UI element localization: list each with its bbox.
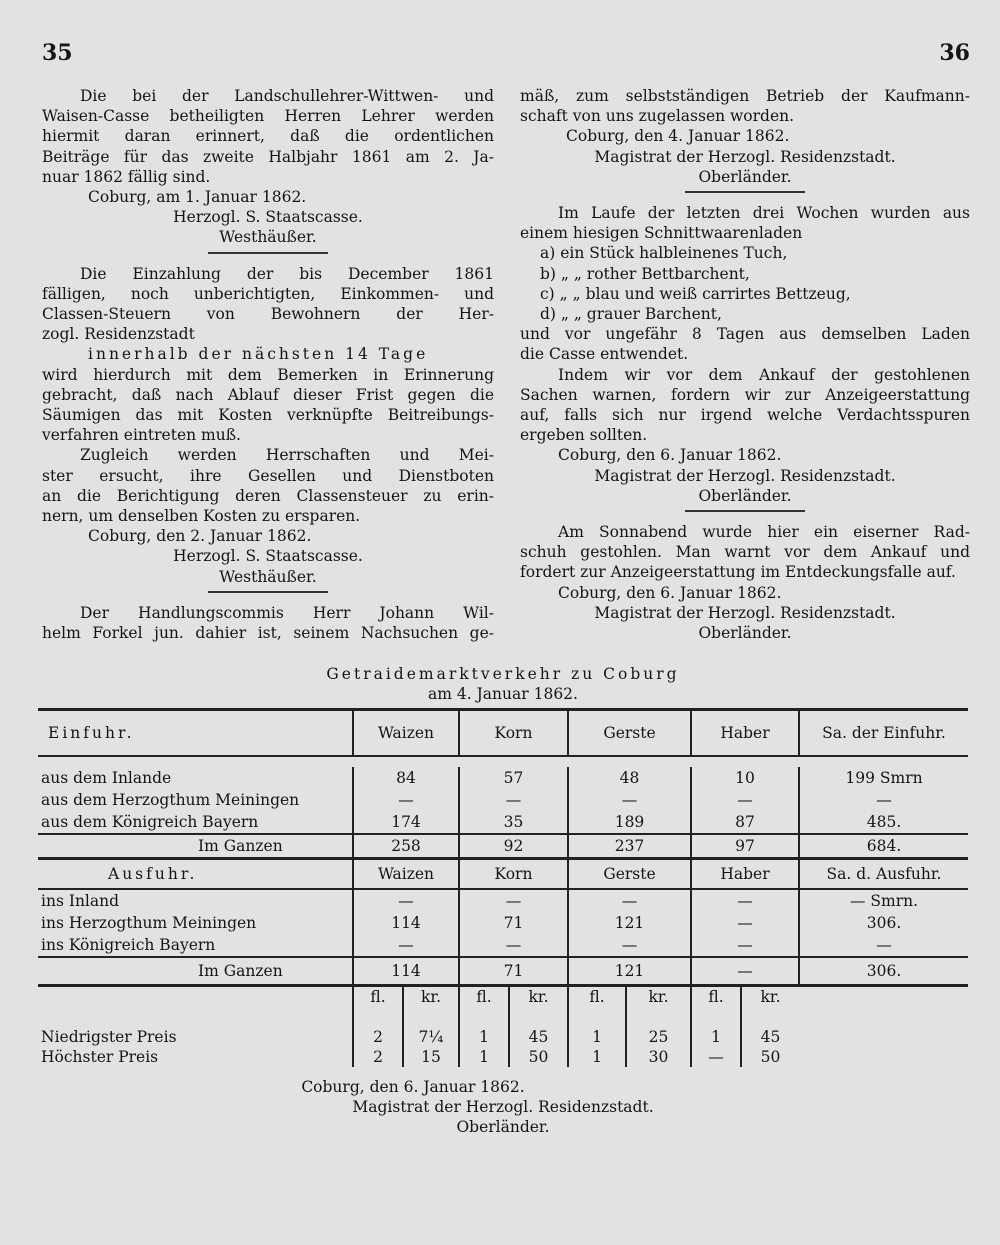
table-cell: 50 [509,1047,568,1067]
price-row [38,1027,968,1047]
unit-label: kr. [509,986,568,1008]
divider [685,510,805,512]
divider [208,252,328,254]
notice-theft-wheel-shoe [520,522,970,643]
notice-signer: Westhäußer. [219,228,317,247]
unit-label: kr. [403,986,459,1008]
table-cell: — [691,889,799,912]
table-cell: 199 Smrn [799,767,968,789]
text-line: auf, falls sich nur irgend welche Verdachtsspuren [520,406,970,425]
text-line: hiermit daran erinnert, daß die ordentlichen [42,127,494,146]
text-line: innerhalb der nächsten 14 Tage [88,345,429,364]
table-cell: 71 [459,957,568,984]
unit-label: fl. [353,986,403,1008]
text-line: Der Handlungscommis Herr Johann Wil- [80,603,494,622]
notice-signer: Oberländer. [456,1118,550,1136]
table-cell: 87 [691,811,799,834]
table-cell: 1 [568,1047,626,1067]
table-cell: — [459,889,568,912]
text-line: Beiträge für das zweite Halbjahr 1861 am 2. Ja- [42,147,494,166]
table-cell: 10 [691,767,799,789]
table-cell: — [799,934,968,957]
row-label: Im Ganzen [198,837,283,855]
table-header-row [38,710,968,757]
table-cell: — [691,1047,741,1067]
row-label: aus dem Inlande [41,769,172,787]
table-cell: 71 [459,912,568,934]
col-header: Gerste [568,710,691,757]
grain-market-table [38,708,968,984]
table-cell: 92 [459,834,568,859]
row-label: Im Ganzen [198,962,283,980]
notice-tax-payment [42,264,494,587]
table-cell: 1 [459,1047,509,1067]
table-cell: — [353,789,459,811]
table-cell: 306. [799,912,968,934]
text-line: zogl. Residenzstadt [42,325,195,344]
table-cell: 25 [626,1027,691,1047]
table-cell: 306. [799,957,968,984]
table-cell: — [459,789,568,811]
row-label: ins Herzogthum Meiningen [41,914,257,932]
table-cell: 57 [459,767,568,789]
text-line: Sachen warnen, fordern wir zur Anzeigeerstattung [520,385,970,404]
notice-signer: Oberländer. [698,486,792,505]
unit-label: kr. [626,986,691,1008]
table-cell: 121 [568,957,691,984]
notice-date: Coburg, den 4. Januar 1862. [566,127,790,146]
col-header: Sa. der Einfuhr. [799,710,968,757]
table-row [38,934,968,957]
price-units-row [38,986,968,1008]
divider [685,191,805,193]
text-line: Die Einzahlung der bis December 1861 [80,264,494,283]
page-number-right: 36 [939,40,970,66]
table-cell: 2 [353,1047,403,1067]
text-line: Am Sonnabend wurde hier ein eiserner Rad- [558,523,970,542]
section-label-einfuhr: Einfuhr. [48,724,135,742]
divider [208,591,328,593]
table-cell: 50 [741,1047,799,1067]
text-line: Zugleich werden Herrschaften und Mei- [80,446,494,465]
text-line: wird hierdurch mit dem Bemerken in Erinnerung [42,365,494,384]
notice-signer: Oberländer. [698,167,792,186]
row-label: ins Königreich Bayern [41,936,216,954]
notice-authority: Magistrat der Herzogl. Residenzstadt. [594,147,896,166]
table-cell: — [568,934,691,957]
table-total-row [38,957,968,984]
notice-date: Coburg, den 6. Januar 1862. [301,1078,525,1096]
row-label: aus dem Königreich Bayern [41,813,259,831]
col-header: Sa. d. Ausfuhr. [799,859,968,890]
list-item: c) „ „ blau und weiß carrirtes Bettzeug, [540,284,851,303]
text-line: nuar 1862 fällig sind. [42,167,211,186]
market-subtitle: am 4. Januar 1862. [428,685,578,703]
text-line: fordert zur Anzeigeerstattung im Entdeckungsfalle auf. [520,563,956,582]
table-cell: 84 [353,767,459,789]
table-cell: 121 [568,912,691,934]
notice-authority: Herzogl. S. Staatscasse. [173,547,363,566]
market-title: Getraidemarktverkehr zu Coburg [326,665,680,683]
col-header: Haber [691,710,799,757]
grain-market-report [38,664,968,1137]
text-line: Im Laufe der letzten drei Wochen wurden aus [558,204,970,223]
notice-merchant-license-continued [520,86,970,187]
text-line: Classen-Steuern von Bewohnern der Her- [42,305,494,324]
unit-label: fl. [568,986,626,1008]
row-label: Niedrigster Preis [41,1028,177,1046]
table-cell: 114 [353,912,459,934]
table-header-row [38,859,968,890]
notice-date: Coburg, den 6. Januar 1862. [558,583,782,602]
table-cell: 15 [403,1047,459,1067]
table-cell: — [799,789,968,811]
table-cell: 2 [353,1027,403,1047]
notice-widows-fund [42,86,494,248]
table-cell: 97 [691,834,799,859]
table-cell: — Smrn. [799,889,968,912]
text-line: einem hiesigen Schnittwaarenladen [520,224,803,243]
table-cell: 189 [568,811,691,834]
section-label-ausfuhr: Ausfuhr. [108,865,198,883]
unit-label: fl. [691,986,741,1008]
table-cell: 7¼ [403,1027,459,1047]
unit-label: fl. [459,986,509,1008]
table-cell: 258 [353,834,459,859]
notice-theft-textiles [520,203,970,506]
table-cell: 30 [626,1047,691,1067]
table-cell: — [568,889,691,912]
notice-signer: Oberländer. [698,624,792,643]
page-number-left: 35 [42,40,73,66]
col-header: Waizen [353,859,459,890]
col-header: Haber [691,859,799,890]
notice-authority: Magistrat der Herzogl. Residenzstadt. [594,603,896,622]
notice-date: Coburg, den 2. Januar 1862. [88,527,312,546]
col-header: Gerste [568,859,691,890]
table-row [38,811,968,834]
notice-authority: Herzogl. S. Staatscasse. [173,208,363,227]
table-row [38,767,968,789]
text-line: ergeben sollten. [520,426,648,445]
table-cell: — [353,934,459,957]
table-cell: 485. [799,811,968,834]
notice-authority: Magistrat der Herzogl. Residenzstadt. [352,1098,654,1116]
text-line: Säumigen das mit Kosten verknüpfte Beitreibungs- [42,406,494,425]
text-line: schaft von uns zugelassen worden. [520,107,795,126]
table-cell: 1 [691,1027,741,1047]
unit-label: kr. [741,986,799,1008]
table-cell: 45 [509,1027,568,1047]
left-column [42,86,494,643]
text-line: nern, um denselben Kosten zu ersparen. [42,507,361,526]
table-cell: — [691,789,799,811]
list-item: d) „ „ grauer Barchent, [540,305,722,324]
col-header: Waizen [353,710,459,757]
table-cell: 48 [568,767,691,789]
notice-merchant-license [42,603,494,643]
row-label: Höchster Preis [41,1048,159,1066]
col-header: Korn [459,710,568,757]
table-cell: 114 [353,957,459,984]
table-cell: 684. [799,834,968,859]
text-line: helm Forkel jun. dahier ist, seinem Nachsuchen ge- [42,624,494,643]
table-cell: 237 [568,834,691,859]
text-line: Indem wir vor dem Ankauf der gestohlenen [558,365,970,384]
table-cell: — [691,957,799,984]
text-line: gebracht, daß nach Ablauf dieser Frist gegen die [42,385,494,404]
table-cell: — [691,934,799,957]
text-line: fälligen, noch unberichtigten, Einkommen- und [42,284,494,303]
table-cell: 174 [353,811,459,834]
table-cell: 45 [741,1027,799,1047]
table-row [38,912,968,934]
notice-signer: Westhäußer. [219,567,317,586]
table-row [38,789,968,811]
table-total-row [38,834,968,859]
table-row [38,889,968,912]
right-column [520,86,970,643]
notice-date: Coburg, den 6. Januar 1862. [558,446,782,465]
market-footer [38,1077,968,1137]
text-line: verfahren eintreten muß. [42,426,241,445]
text-line: ster ersucht, ihre Gesellen und Dienstboten [42,466,494,485]
price-row [38,1047,968,1067]
col-header: Korn [459,859,568,890]
text-line: mäß, zum selbstständigen Betrieb der Kaufmann- [520,87,970,105]
row-label: ins Inland [41,892,120,910]
text-line: schuh gestohlen. Man warnt vor dem Ankauf und [520,543,970,562]
text-line: und vor ungefähr 8 Tagen aus demselben Laden [520,325,970,344]
table-cell: — [459,934,568,957]
notice-authority: Magistrat der Herzogl. Residenzstadt. [594,466,896,485]
text-line: Die bei der Landschullehrer-Wittwen- und [80,87,494,105]
list-item: b) „ „ rother Bettbarchent, [540,264,750,283]
row-label: aus dem Herzogthum Meiningen [41,791,300,809]
table-cell: — [568,789,691,811]
table-cell: 35 [459,811,568,834]
table-cell: — [691,912,799,934]
price-table [38,984,968,1067]
text-line: die Casse entwendet. [520,345,689,364]
table-cell: 1 [568,1027,626,1047]
notice-date: Coburg, am 1. Januar 1862. [88,188,307,207]
table-cell: 1 [459,1027,509,1047]
list-item: a) ein Stück halbleinenes Tuch, [540,244,788,263]
text-line: an die Berichtigung deren Classensteuer zu erin- [42,486,494,505]
table-cell: — [353,889,459,912]
text-line: Waisen-Casse betheiligten Herren Lehrer werden [42,107,494,126]
